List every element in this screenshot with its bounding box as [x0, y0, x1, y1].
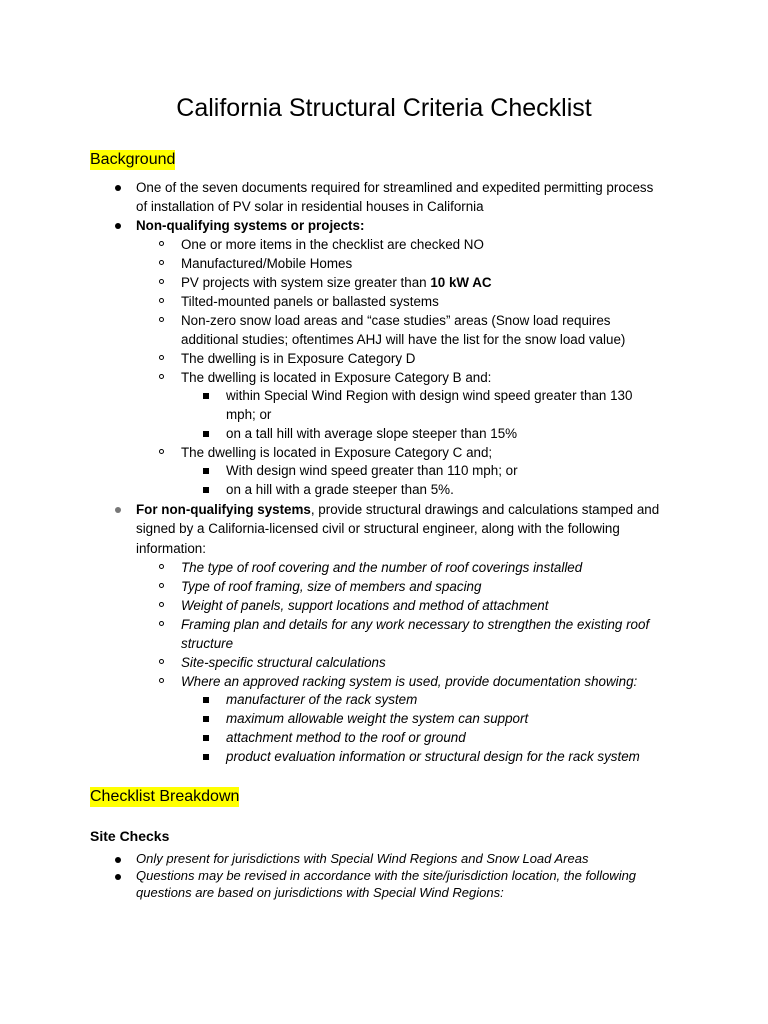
- document-title: California Structural Criteria Checklist: [176, 94, 592, 122]
- nq-item-d: Tilted-mounted panels or ballasted systems: [181, 294, 439, 309]
- info-item-f1: manufacturer of the rack system: [226, 692, 418, 707]
- nq-item-b: Manufactured/Mobile Homes: [181, 256, 353, 271]
- bullet-circle: [159, 583, 164, 588]
- background-heading-text: Background: [90, 151, 176, 168]
- bullet-square: [203, 697, 209, 703]
- info-item-d-line2: structure: [181, 636, 234, 651]
- bg-item3-line2: signed by a California-licensed civil or structural engineer, along with the following: [136, 521, 620, 536]
- info-item-e: Site-specific structural calculations: [181, 655, 386, 670]
- bullet-circle: [159, 241, 164, 246]
- nq-item-c-bold: 10 kW AC: [430, 275, 492, 290]
- bullet-square: [203, 487, 209, 493]
- bullet-dot: [115, 223, 121, 229]
- nq-item-g2: on a tall hill with average slope steeper than 15%: [226, 426, 518, 441]
- checklist-heading: [90, 787, 239, 807]
- bullet-circle: [159, 659, 164, 664]
- nq-item-g1-line2: mph; or: [226, 407, 272, 422]
- info-item-b: Type of roof framing, size of members and spacing: [181, 579, 482, 594]
- bullet-square: [203, 393, 209, 399]
- bg-item3-line1: [136, 500, 659, 519]
- bullet-circle: [159, 564, 164, 569]
- bullet-circle: [159, 678, 164, 683]
- site-check-item-1: Only present for jurisdictions with Special Wind Regions and Snow Load Areas: [136, 851, 589, 866]
- nq-item-e-line2: additional studies; oftentimes AHJ will have the list for the snow load value): [181, 332, 626, 347]
- nq-item-h: The dwelling is located in Exposure Category C and;: [181, 445, 493, 460]
- bg-item3-line3: information:: [136, 541, 206, 556]
- nq-item-g1-line1: within Special Wind Region with design wind speed greater than 130: [226, 388, 633, 403]
- bg-item1-line1: One of the seven documents required for streamlined and expedited permitting process: [136, 180, 654, 195]
- nq-item-f: The dwelling is in Exposure Category D: [181, 351, 416, 366]
- background-heading: [90, 150, 175, 170]
- info-item-f4: product evaluation information or structural design for the rack system: [226, 749, 640, 764]
- bullet-square: [203, 716, 209, 722]
- bullet-square: [203, 735, 209, 741]
- bullet-dot: [115, 185, 121, 191]
- bullet-dot: [115, 507, 121, 513]
- bullet-dot: [115, 857, 121, 863]
- bullet-circle: [159, 279, 164, 284]
- bullet-circle: [159, 449, 164, 454]
- bg-item1-line2: of installation of PV solar in residential houses in California: [136, 199, 484, 214]
- site-check-item-2-line2: questions are based on jurisdictions with Special Wind Regions:: [136, 885, 504, 900]
- non-qualifying-label: Non-qualifying systems or projects:: [136, 218, 365, 233]
- site-check-item-2-line1: Questions may be revised in accordance with the site/jurisdiction location, the following: [136, 868, 637, 883]
- bullet-circle: [159, 374, 164, 379]
- bullet-circle: [159, 621, 164, 626]
- bg-item3-bold: For non-qualifying systems: [136, 502, 311, 517]
- nq-item-g: The dwelling is located in Exposure Category B and:: [181, 370, 492, 385]
- info-item-f2: maximum allowable weight the system can support: [226, 711, 529, 726]
- nq-item-a: One or more items in the checklist are checked NO: [181, 237, 484, 252]
- checklist-heading-text: Checklist Breakdown: [90, 788, 240, 805]
- nq-item-c: [181, 273, 492, 292]
- bullet-square: [203, 754, 209, 760]
- bullet-circle: [159, 260, 164, 265]
- info-item-f3: attachment method to the roof or ground: [226, 730, 466, 745]
- info-item-f: Where an approved racking system is used, provide documentation showing:: [181, 674, 638, 689]
- nq-item-h1: With design wind speed greater than 110 mph; or: [226, 463, 518, 478]
- nq-item-h2: on a hill with a grade steeper than 5%.: [226, 482, 454, 497]
- info-item-c: Weight of panels, support locations and method of attachment: [181, 598, 549, 613]
- bullet-circle: [159, 602, 164, 607]
- nq-item-e-line1: Non-zero snow load areas and “case studies” areas (Snow load requires: [181, 313, 611, 328]
- bg-item3-rest: , provide structural drawings and calculations stamped and: [310, 502, 660, 517]
- bullet-circle: [159, 317, 164, 322]
- bullet-circle: [159, 355, 164, 360]
- bullet-square: [203, 431, 209, 437]
- bullet-circle: [159, 298, 164, 303]
- info-item-d-line1: Framing plan and details for any work necessary to strengthen the existing roof: [181, 617, 650, 632]
- site-checks-heading: Site Checks: [90, 828, 170, 844]
- bullet-dot: [115, 874, 121, 880]
- bullet-square: [203, 468, 209, 474]
- info-item-a: The type of roof covering and the number of roof coverings installed: [181, 560, 583, 575]
- nq-item-c-text: PV projects with system size greater than: [181, 275, 431, 290]
